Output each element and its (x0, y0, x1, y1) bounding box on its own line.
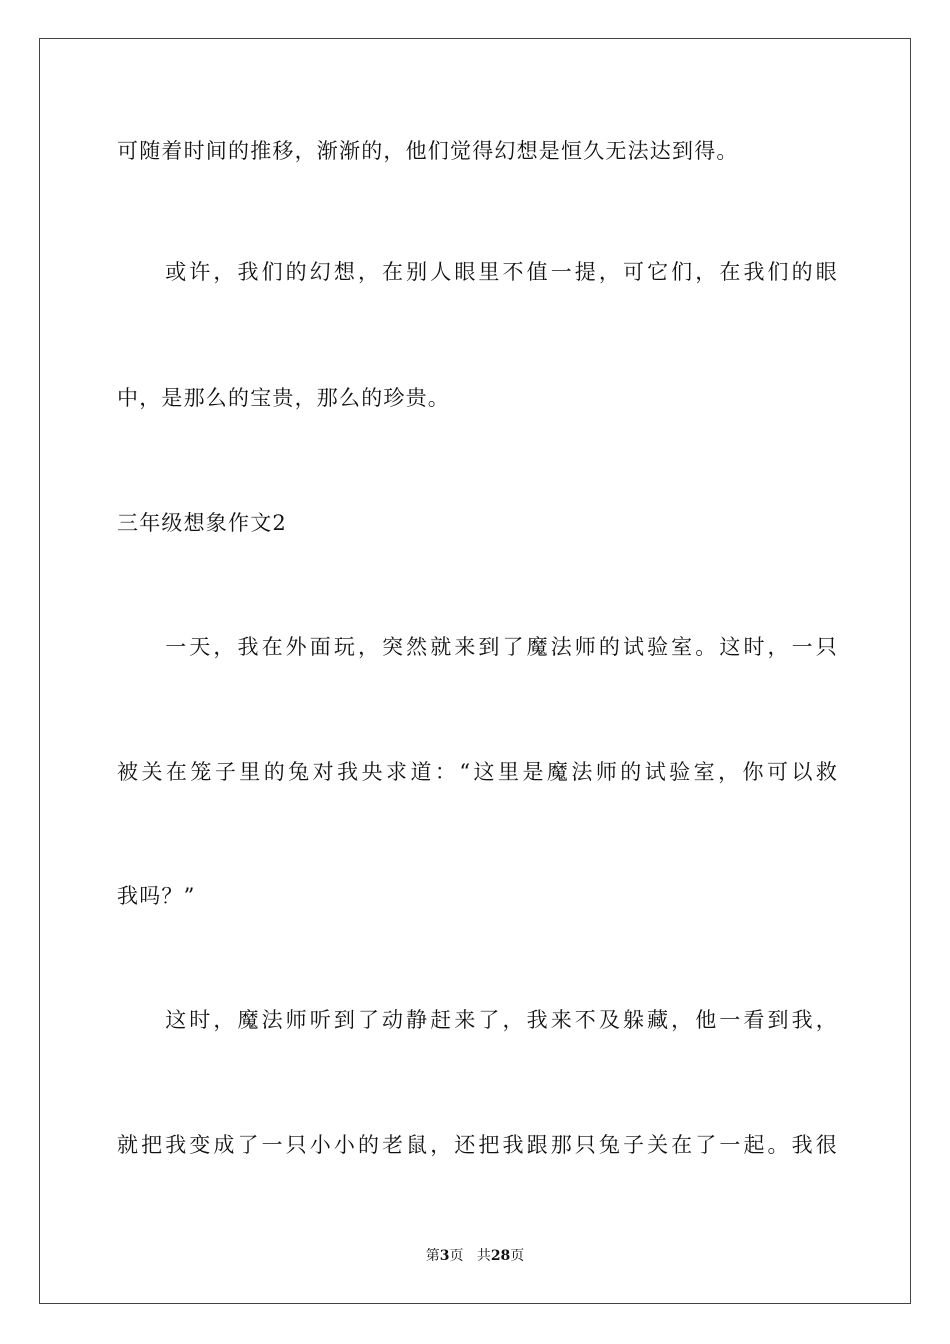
text-char: 躲 (622, 1008, 644, 1032)
text-char: ， (430, 1133, 452, 1157)
text-char: 试 (622, 635, 644, 659)
text-char: 了 (237, 1133, 259, 1157)
text-char: 法 (550, 635, 572, 659)
text-char: 了 (478, 1008, 500, 1032)
text-line-5 (117, 632, 837, 662)
text-char: 静 (406, 1008, 428, 1032)
text-char: 还 (454, 1133, 476, 1157)
text-char: 鼠 (406, 1133, 428, 1157)
text-char: 对 (312, 760, 334, 784)
text-char: 别 (406, 260, 428, 284)
text-char: 验 (647, 635, 669, 659)
text-char: 我 (502, 1133, 524, 1157)
text-char: 在 (261, 635, 283, 659)
text-char: 我 (165, 1133, 187, 1157)
total-page-number: 28 (490, 1248, 511, 1264)
text-char: 老 (382, 1133, 404, 1157)
text-char: 起 (743, 1133, 765, 1157)
text-char: 的 (791, 260, 813, 284)
text-char: 小 (309, 1133, 331, 1157)
text-char: 了 (502, 635, 524, 659)
text-char: 法 (261, 1008, 283, 1032)
text-char: 一 (719, 1133, 741, 1157)
text-char: 这 (165, 1008, 187, 1032)
text-char: ， (213, 635, 235, 659)
text-char: 只 (574, 1133, 596, 1157)
text-char: 就 (430, 635, 452, 659)
text-char: 在 (382, 260, 404, 284)
text-char: ： (434, 760, 456, 784)
text-char: 我 (791, 1008, 813, 1032)
text-char: 的 (598, 635, 620, 659)
text-char: 然 (406, 635, 428, 659)
text-char: 我 (237, 260, 259, 284)
text-char: 不 (574, 1008, 596, 1032)
text-char: ， (502, 1008, 524, 1032)
text-char: 眼 (815, 260, 837, 284)
text-char: 的 (620, 760, 642, 784)
text-char: ， (718, 760, 740, 784)
text-char: 他 (695, 1008, 717, 1032)
text-char: ， (357, 635, 379, 659)
text-char: 面 (309, 635, 331, 659)
text-char: 把 (141, 1133, 163, 1157)
text-char (117, 632, 138, 662)
text-char: 。 (695, 635, 717, 659)
text-char: 很 (815, 1133, 837, 1157)
text-char: 关 (141, 760, 163, 784)
text-char: 值 (526, 260, 548, 284)
text-char: 我 (743, 260, 765, 284)
text-char: 们 (671, 260, 693, 284)
text-char: 它 (647, 260, 669, 284)
text-char: 里 (239, 760, 261, 784)
text-char: 来 (550, 1008, 572, 1032)
text-char: 是 (522, 760, 544, 784)
text-char: 这 (719, 635, 741, 659)
text-char: ， (598, 260, 620, 284)
text-char: 可 (766, 760, 788, 784)
text-char: 成 (213, 1133, 235, 1157)
text-char: 们 (261, 260, 283, 284)
text-char: 在 (671, 1133, 693, 1157)
text-char: 我 (337, 760, 359, 784)
total-prefix: 共 (476, 1248, 491, 1264)
text-line-7: 我吗？” (117, 884, 196, 908)
text-char: 只 (815, 635, 837, 659)
text-char: ， (767, 635, 789, 659)
text-char: 里 (478, 260, 500, 284)
text-char: 魔 (526, 635, 548, 659)
text-char: 以 (791, 760, 813, 784)
text-char: 我 (791, 1133, 813, 1157)
text-char: 来 (454, 1008, 476, 1032)
text-char: 动 (382, 1008, 404, 1032)
text-char: 师 (285, 1008, 307, 1032)
text-char: “ (459, 760, 471, 784)
text-char: 的 (285, 260, 307, 284)
text-char: 天 (189, 635, 211, 659)
text-char: 们 (767, 260, 789, 284)
section-heading: 三年级想象作文2 (117, 511, 287, 535)
text-char: ， (357, 260, 379, 284)
text-char: 道 (410, 760, 432, 784)
text-char: 藏 (647, 1008, 669, 1032)
text-char: 室 (693, 760, 715, 784)
text-char: 提 (574, 260, 596, 284)
text-char: 室 (671, 635, 693, 659)
text-char: 一 (719, 1008, 741, 1032)
text-char: 小 (333, 1133, 355, 1157)
text-char: 里 (498, 760, 519, 784)
text-char: 在 (719, 260, 741, 284)
text-char: 求 (385, 760, 407, 784)
text-char: 被 (117, 760, 138, 784)
text-char: 来 (454, 635, 476, 659)
text-char: 试 (644, 760, 666, 784)
text-char: 的 (263, 760, 285, 784)
text-char: 听 (309, 1008, 331, 1032)
text-char: 。 (767, 1133, 789, 1157)
page-footer (0, 1246, 950, 1266)
text-char: 不 (502, 260, 524, 284)
text-char: ， (671, 1008, 693, 1032)
text-char: 时 (743, 635, 765, 659)
text-char: 一 (791, 635, 813, 659)
text-char: 关 (647, 1133, 669, 1157)
text-char (141, 1005, 162, 1035)
text-char: 法 (571, 760, 593, 784)
current-page-number: 3 (439, 1248, 450, 1264)
text-char: 到 (333, 1008, 355, 1032)
text-char: 或 (165, 260, 187, 284)
total-suffix: 页 (510, 1248, 525, 1264)
text-char: 笼 (190, 760, 212, 784)
text-line-1: 可随着时间的推移，渐渐的，他们觉得幻想是恒久无法达到得。 (117, 139, 739, 163)
text-char: ， (213, 1008, 235, 1032)
text-char: 魔 (237, 1008, 259, 1032)
text-char: 这 (473, 760, 495, 784)
text-char: 央 (361, 760, 383, 784)
text-char: 我 (526, 1008, 548, 1032)
text-char (117, 257, 138, 287)
text-char: 幻 (309, 260, 331, 284)
text-char: 的 (357, 1133, 379, 1157)
text-char: 兔 (288, 760, 310, 784)
text-char: 到 (478, 635, 500, 659)
text-char: 突 (382, 635, 404, 659)
text-char (141, 257, 162, 287)
page-border (39, 38, 911, 1304)
text-char: 就 (117, 1133, 138, 1157)
text-char: 魔 (546, 760, 568, 784)
text-char: 一 (261, 1133, 283, 1157)
text-char: 那 (550, 1133, 572, 1157)
text-char: 救 (815, 760, 837, 784)
text-line-8 (117, 1005, 837, 1035)
text-char: 你 (742, 760, 764, 784)
text-char: 我 (237, 635, 259, 659)
text-char: 子 (622, 1133, 644, 1157)
text-char: 人 (430, 260, 452, 284)
text-char: 看 (743, 1008, 765, 1032)
text-char: 一 (165, 635, 187, 659)
text-char: 师 (595, 760, 617, 784)
text-char: 在 (165, 760, 187, 784)
text-char: 想 (333, 260, 355, 284)
text-char (141, 632, 162, 662)
text-char: ， (815, 1008, 837, 1032)
text-char: 把 (478, 1133, 500, 1157)
text-char: 时 (189, 1008, 211, 1032)
text-line-6 (117, 757, 837, 787)
text-char: ， (695, 260, 717, 284)
text-char: 及 (598, 1008, 620, 1032)
page-prefix: 第 (425, 1248, 440, 1264)
text-line-3: 中，是那么的宝贵，那么的珍贵。 (117, 386, 450, 410)
text-char: 只 (285, 1133, 307, 1157)
text-char: 眼 (454, 260, 476, 284)
text-char: 玩 (333, 635, 355, 659)
text-line-9 (117, 1130, 837, 1160)
text-char: 跟 (526, 1133, 548, 1157)
text-char: 验 (669, 760, 691, 784)
text-char: 到 (767, 1008, 789, 1032)
text-char: 赶 (430, 1008, 452, 1032)
text-char: 可 (622, 260, 644, 284)
text-char: 变 (189, 1133, 211, 1157)
text-char (117, 1005, 138, 1035)
text-char: 了 (357, 1008, 379, 1032)
text-char: 师 (574, 635, 596, 659)
text-char: 了 (695, 1133, 717, 1157)
text-char: 外 (285, 635, 307, 659)
text-char: 子 (214, 760, 236, 784)
text-char: 许 (189, 260, 211, 284)
page-suffix: 页 (449, 1248, 464, 1264)
text-char: 兔 (598, 1133, 620, 1157)
text-line-2 (117, 257, 837, 287)
text-char: 一 (550, 260, 572, 284)
text-char: ， (213, 260, 235, 284)
